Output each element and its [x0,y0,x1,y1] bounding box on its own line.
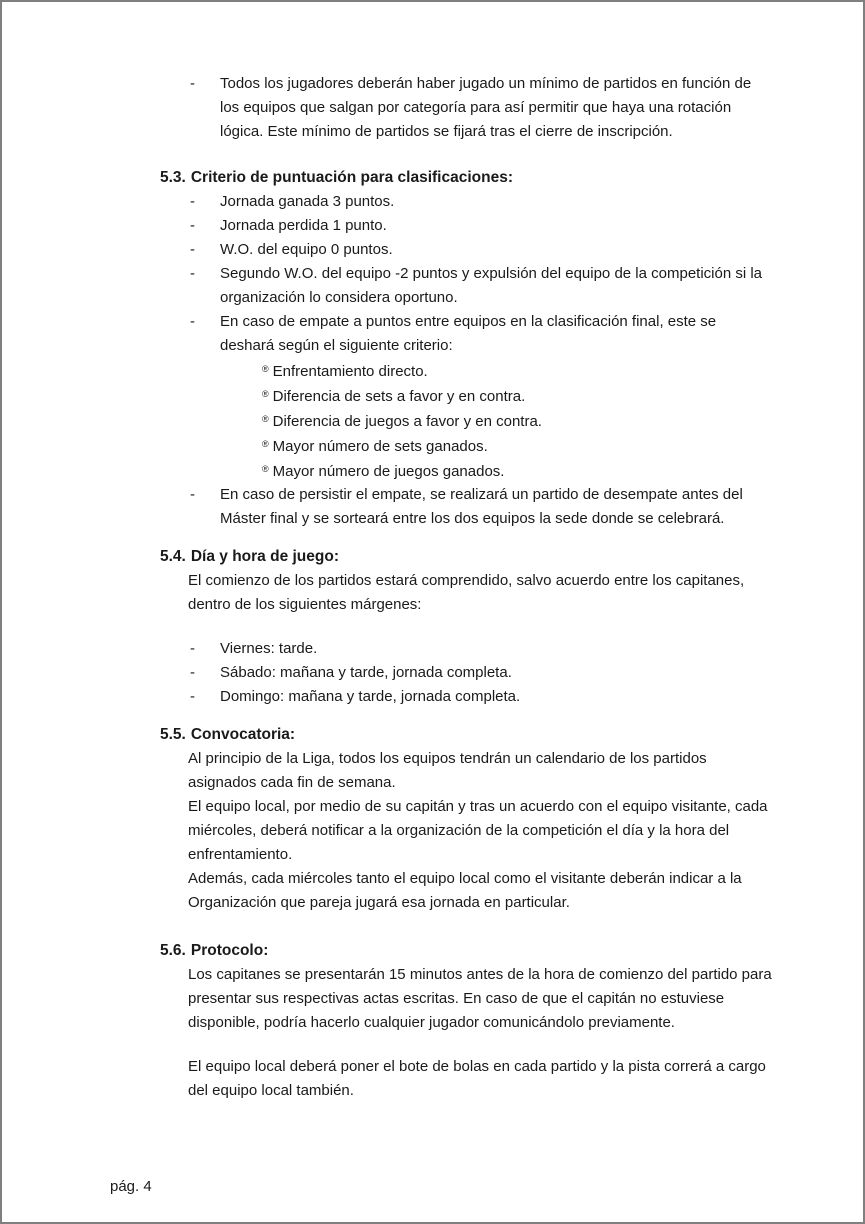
section-number: 5.6. [160,942,186,959]
sub-list-item-text: Mayor número de sets ganados. [272,438,488,455]
dash-bullet: - [190,75,195,92]
sub-list-item [262,458,774,483]
ring-bullet: ® [262,389,269,399]
dash-bullet: - [190,313,195,330]
sub-list-item-text: Diferencia de juegos a favor y en contra. [272,413,542,430]
sub-list-item-text: Diferencia de sets a favor y en contra. [272,388,526,405]
section-5-4-list [160,637,774,709]
list-item [160,190,774,214]
section-title: Día y hora de juego: [190,548,339,565]
list-item [160,238,774,262]
sub-list-item [262,408,774,433]
sub-list-item [262,358,774,383]
ring-bullet: ® [262,464,269,474]
list-item-text: En caso de persistir el empate, se realizará un partido de desempate antes del Máster final y se sorteará entre los dos equipos la sede donde se celebrará. [220,486,743,527]
list-item [160,262,774,310]
list-item [160,637,774,661]
section-5-4-body: El comienzo de los partidos estará comprendido, salvo acuerdo entre los capitanes, dentro de los siguientes márgenes: [188,572,745,613]
tiebreak-criteria-list [262,358,774,483]
list-item-text: Jornada ganada 3 puntos. [220,193,395,210]
ring-bullet: ® [262,364,269,374]
section-title: Convocatoria: [190,726,296,743]
page-number: pág. 4 [110,1178,152,1195]
section-5-6-paragraph: El equipo local deberá poner el bote de bolas en cada partido y la pista correrá a cargo del equipo local también. [188,1058,766,1099]
list-item-text: Segundo W.O. del equipo -2 puntos y expulsión del equipo de la competición si la organización lo considera oportuno. [220,265,763,306]
dash-bullet: - [190,640,195,657]
list-item-text: Sábado: mañana y tarde, jornada completa. [220,664,512,681]
section-5-5-paragraph: Al principio de la Liga, todos los equipos tendrán un calendario de los partidos asignados cada fin de semana. [188,750,707,791]
sub-list-item [262,433,774,458]
section-5-5-paragraph: El equipo local, por medio de su capitán y tras un acuerdo con el equipo visitante, cada miércoles, deberá notificar a la organización de la competición el día y la hora del enfrentamiento. [188,798,768,863]
list-item [160,661,774,685]
section-title: Criterio de puntuación para clasificaciones: [190,169,513,186]
dash-bullet: - [190,688,195,705]
list-item [160,310,774,483]
list-item-text: Viernes: tarde. [220,640,318,657]
section-number: 5.4. [160,548,186,565]
section-heading-5-3 [160,166,774,190]
list-item [160,685,774,709]
ring-bullet: ® [262,414,269,424]
section-number: 5.5. [160,726,186,743]
dash-bullet: - [190,217,195,234]
sub-list-item [262,383,774,408]
section-5-6-paragraph: Los capitanes se presentarán 15 minutos antes de la hora de comienzo del partido para presentar sus respectivas actas escritas. En caso de que el capitán no estuviese disponible, podría hacerlo cualquier jugador comunicándolo previamente. [188,966,772,1031]
sub-list-item-text: Enfrentamiento directo. [272,363,428,380]
sub-list-item-text: Mayor número de juegos ganados. [272,463,505,480]
section-heading-5-5 [160,723,774,747]
list-item-text: Todos los jugadores deberán haber jugado un mínimo de partidos en función de los equipos que salgan por categoría para así permitir que haya una rotación lógica. Este mínimo de partidos se fijará tras el cierre de inscripción. [220,75,752,140]
section-5-3-list [160,190,774,531]
list-item-text [220,310,774,483]
dash-bullet: - [190,664,195,681]
dash-bullet: - [190,486,195,503]
list-item-lead: En caso de empate a puntos entre equipos en la clasificación final, este se deshará según el siguiente criterio: [220,313,717,354]
list-item-text: W.O. del equipo 0 puntos. [220,241,393,258]
list-item [160,72,774,144]
ring-bullet: ® [262,439,269,449]
dash-bullet: - [190,265,195,282]
section-5-5-paragraph: Además, cada miércoles tanto el equipo local como el visitante deberán indicar a la Organización que pareja jugará esa jornada en particular. [188,870,742,911]
dash-bullet: - [190,241,195,258]
section-heading-5-4 [160,545,774,569]
section-heading-5-6 [160,939,774,963]
list-item-text: Domingo: mañana y tarde, jornada completa. [220,688,521,705]
page-content [160,72,774,1103]
list-item-text: Jornada perdida 1 punto. [220,217,387,234]
list-item [160,483,774,531]
section-title: Protocolo: [190,942,269,959]
section-number: 5.3. [160,169,186,186]
list-item [160,214,774,238]
intro-bullet-list [160,72,774,144]
dash-bullet: - [190,193,195,210]
